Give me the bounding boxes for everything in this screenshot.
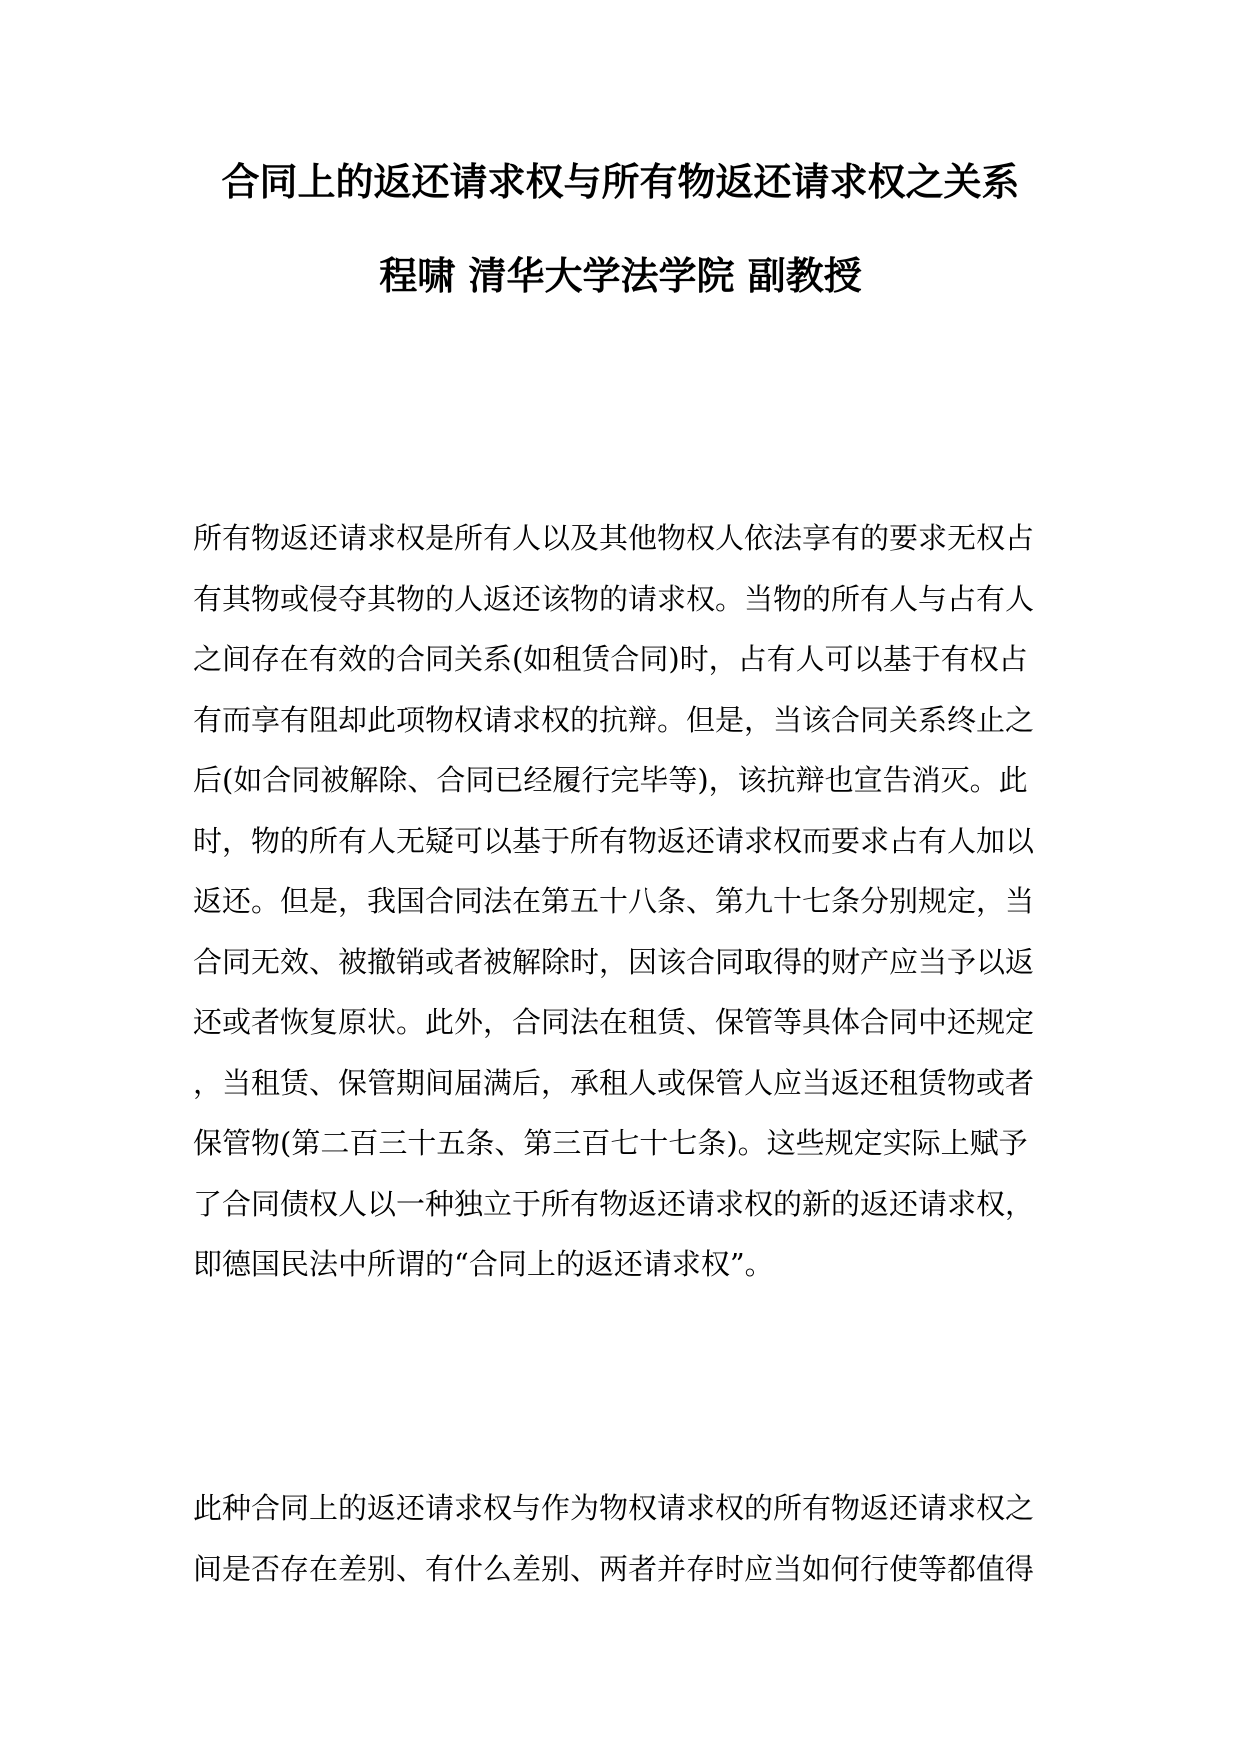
author-line: 程啸 清华大学法学院 副教授 xyxy=(379,253,862,298)
paragraph-line: 保管物(第二百三十五条、第三百七十七条)。这些规定实际上赋予 xyxy=(193,1126,1028,1160)
paragraph-line: 即德国民法中所谓的“合同上的返还请求权”。 xyxy=(193,1247,774,1281)
paragraph-line: 返还。但是，我国合同法在第五十八条、第九十七条分别规定，当 xyxy=(193,884,1035,918)
paragraph-line: 间是否存在差别、有什么差别、两者并存时应当如何行使等都值得 xyxy=(193,1551,1035,1586)
paragraph-line: 还或者恢复原状。此外，合同法在租赁、保管等具体合同中还规定 xyxy=(193,1005,1035,1039)
paragraph-line: 所有物返还请求权是所有人以及其他物权人依法享有的要求无权占 xyxy=(193,521,1035,555)
paragraph-1 xyxy=(193,508,1053,1295)
paragraph-line: 后(如合同被解除、合同已经履行完毕等)，该抗辩也宣告消灭。此 xyxy=(193,763,1028,797)
paragraph-line: 之间存在有效的合同关系(如租赁合同)时，占有人可以基于有权占 xyxy=(193,642,1028,676)
paragraph-line: 合同无效、被撤销或者被解除时，因该合同取得的财产应当予以返 xyxy=(193,944,1035,979)
paragraph-line: 有其物或侵夺其物的人返还该物的请求权。当物的所有人与占有人 xyxy=(193,581,1035,616)
paragraph-2 xyxy=(193,1478,1053,1599)
paragraph-line: 了合同债权人以一种独立于所有物返还请求权的新的返还请求权， xyxy=(193,1186,1035,1221)
paragraph-line: ，当租赁、保管期间届满后，承租人或保管人应当返还租赁物或者 xyxy=(193,1065,1035,1100)
paragraph-line: 此种合同上的返还请求权与作为物权请求权的所有物返还请求权之 xyxy=(193,1491,1035,1525)
paragraph-line: 有而享有阻却此项物权请求权的抗辩。但是，当该合同关系终止之 xyxy=(193,702,1035,737)
document-title: 合同上的返还请求权与所有物返还请求权之关系 xyxy=(221,159,1020,204)
paragraph-line: 时，物的所有人无疑可以基于所有物返还请求权而要求占有人加以 xyxy=(193,823,1035,858)
